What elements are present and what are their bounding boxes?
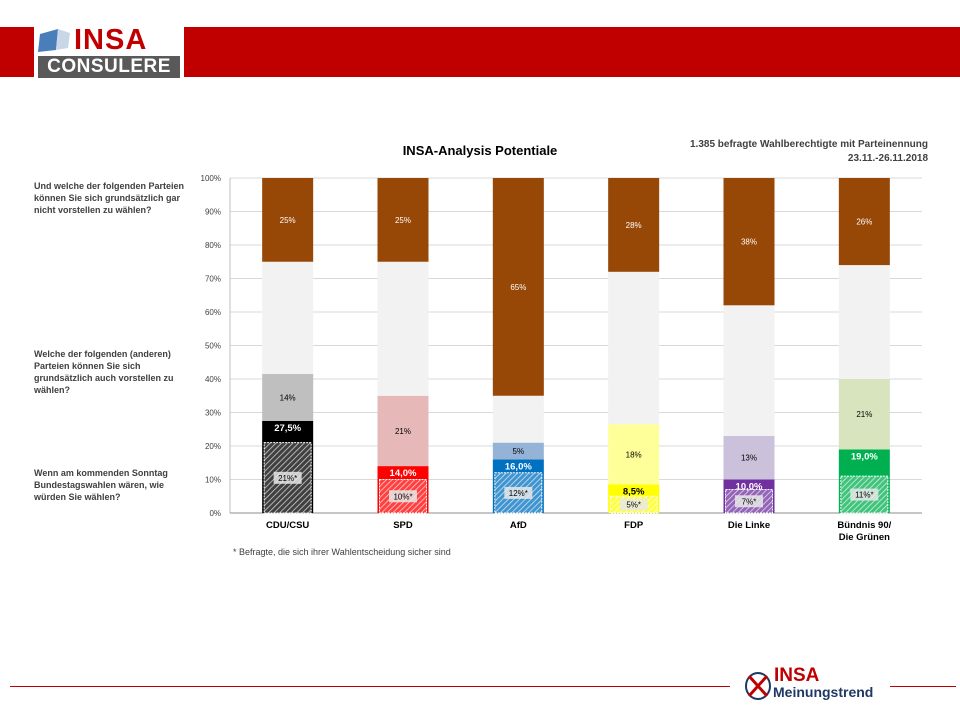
rest-bar (262, 262, 313, 374)
rest-bar (724, 305, 775, 436)
question-vote: Wenn am kommenden Sonntag Bundestagswahlen wären, wie würden Sie wählen? (34, 468, 168, 502)
rest-bar (378, 262, 429, 396)
category-label: AfD (509, 520, 527, 531)
category-label: Die Grünen (838, 532, 890, 543)
y-tick-label: 60% (204, 308, 221, 317)
sure-vote-label: 21%* (278, 473, 298, 483)
sure-vote-label: 11%* (855, 490, 874, 500)
vote-label: 27,5% (274, 422, 302, 434)
question-rejection: Und welche der folgenden Parteien können Sie sich grundsätzlich gar nicht vorstellen zu wählen? (34, 181, 185, 215)
logo-insa-text: INSA (74, 24, 148, 56)
category-label: CDU/CSU (266, 520, 310, 531)
footer-line-right (890, 686, 956, 687)
sure-vote-label: 5%* (626, 500, 642, 510)
potential-label: 14% (279, 393, 296, 403)
rejection-label: 25% (394, 215, 412, 225)
vote-label: 14,0% (389, 468, 417, 480)
brand-meinungstrend-text: Meinungstrend (773, 684, 874, 700)
category-label: Bündnis 90/ (837, 520, 892, 531)
chart-footnote: * Befragte, die sich ihrer Wahlentscheidung sicher sind (233, 547, 451, 557)
sure-vote-label: 12%* (508, 488, 528, 498)
rest-bar (839, 265, 890, 379)
potential-label: 18% (625, 450, 642, 460)
chart-title: INSA-Analysis Potentiale (402, 143, 558, 158)
vote-label: 16,0% (504, 461, 532, 473)
potential-label: 5% (512, 447, 525, 457)
y-tick-label: 30% (204, 408, 221, 418)
vote-label: 8,5% (622, 486, 645, 498)
y-tick-label: 10% (204, 475, 221, 485)
question-potential: Welche der folgenden (anderen) Parteien können Sie sich grundsätzlich auch vorstellen zu wählen? (34, 349, 174, 395)
rejection-label: 25% (279, 215, 296, 225)
y-tick-label: 90% (204, 207, 221, 217)
category-label: Die Linke (727, 520, 771, 531)
y-tick-label: 80% (204, 241, 221, 250)
sure-vote-label: 7%* (741, 497, 757, 507)
insa-x-icon (744, 670, 772, 702)
vote-label: 19,0% (850, 451, 878, 463)
y-tick-label: 0% (209, 509, 221, 518)
brand-insa-text: INSA (774, 665, 820, 686)
category-label: FDP (624, 520, 644, 531)
sure-vote-label: 10%* (393, 492, 413, 502)
rejection-label: 65% (510, 282, 527, 292)
y-tick-label: 50% (204, 341, 221, 351)
y-tick-label: 40% (204, 375, 221, 384)
rejection-label: 38% (740, 237, 758, 247)
potential-label: 21% (394, 426, 412, 436)
vote-label: 10,0% (735, 481, 763, 493)
subtitle-line-2: 23.11.-26.11.2018 (847, 153, 928, 164)
rest-bar (493, 396, 544, 443)
rejection-label: 28% (625, 220, 642, 230)
potential-label: 13% (740, 453, 758, 463)
category-label: SPD (393, 520, 413, 531)
rest-bar (608, 272, 659, 424)
y-tick-label: 100% (200, 174, 221, 183)
insa-meinungstrend-logo (744, 665, 884, 704)
rejection-label: 26% (856, 217, 873, 227)
subtitle-line-1: 1.385 befragte Wahlberechtigte mit Parteinennung (689, 139, 928, 150)
footer-line-left (10, 686, 730, 687)
y-tick-label: 70% (204, 274, 221, 284)
y-tick-label: 20% (204, 442, 221, 451)
potential-label: 21% (856, 410, 873, 420)
logo-consulere-text: CONSULERE (38, 56, 180, 78)
